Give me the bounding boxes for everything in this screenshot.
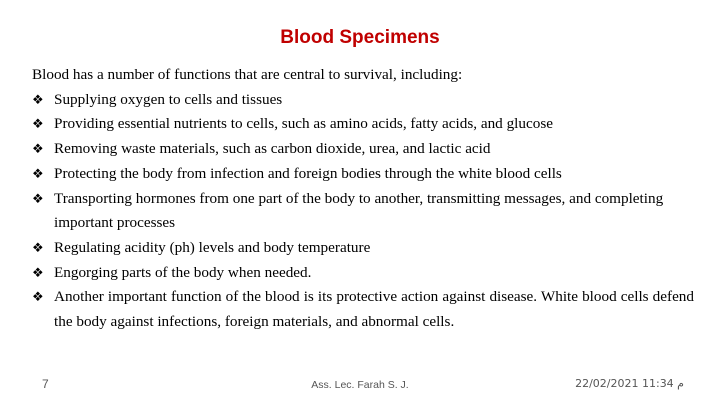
diamond-bullet-icon: ❖ (32, 116, 44, 132)
function-list (32, 88, 694, 335)
list-item (32, 285, 694, 334)
list-item-text: Another important function of the blood is its protective action against disease. White blood cells defend the body against infections, foreign materials, and abnormal cells. (54, 288, 694, 331)
list-item (32, 88, 694, 113)
slide-body (32, 63, 694, 335)
page-number: 7 (42, 377, 49, 391)
list-item (32, 162, 694, 187)
diamond-bullet-icon: ❖ (32, 289, 44, 305)
footer-datetime: م 11:34 22/02/2021 (575, 377, 684, 390)
diamond-bullet-icon: ❖ (32, 91, 44, 107)
slide-title: Blood Specimens (280, 27, 440, 48)
list-item (32, 236, 694, 261)
diamond-bullet-icon: ❖ (32, 264, 44, 280)
list-item-text: Protecting the body from infection and foreign bodies through the white blood cells (54, 164, 562, 182)
list-item-text: Transporting hormones from one part of the body to another, transmitting messages, and completing important processes (54, 189, 664, 232)
list-item-text: Supplying oxygen to cells and tissues (54, 90, 283, 108)
intro-text: Blood has a number of functions that are central to survival, including: (32, 66, 463, 83)
list-item-text: Regulating acidity (ph) levels and body temperature (54, 238, 371, 256)
list-item-text: Removing waste materials, such as carbon dioxide, urea, and lactic acid (54, 140, 491, 158)
list-item (32, 261, 694, 286)
list-item-text: Engorging parts of the body when needed. (54, 263, 312, 281)
list-item (32, 112, 694, 137)
list-item (32, 187, 694, 236)
list-item-text: Providing essential nutrients to cells, such as amino acids, fatty acids, and glucose (54, 115, 553, 133)
diamond-bullet-icon: ❖ (32, 165, 44, 181)
diamond-bullet-icon: ❖ (32, 141, 44, 157)
footer-author: Ass. Lec. Farah S. J. (311, 379, 409, 391)
diamond-bullet-icon: ❖ (32, 190, 44, 206)
diamond-bullet-icon: ❖ (32, 239, 44, 255)
list-item (32, 137, 694, 162)
